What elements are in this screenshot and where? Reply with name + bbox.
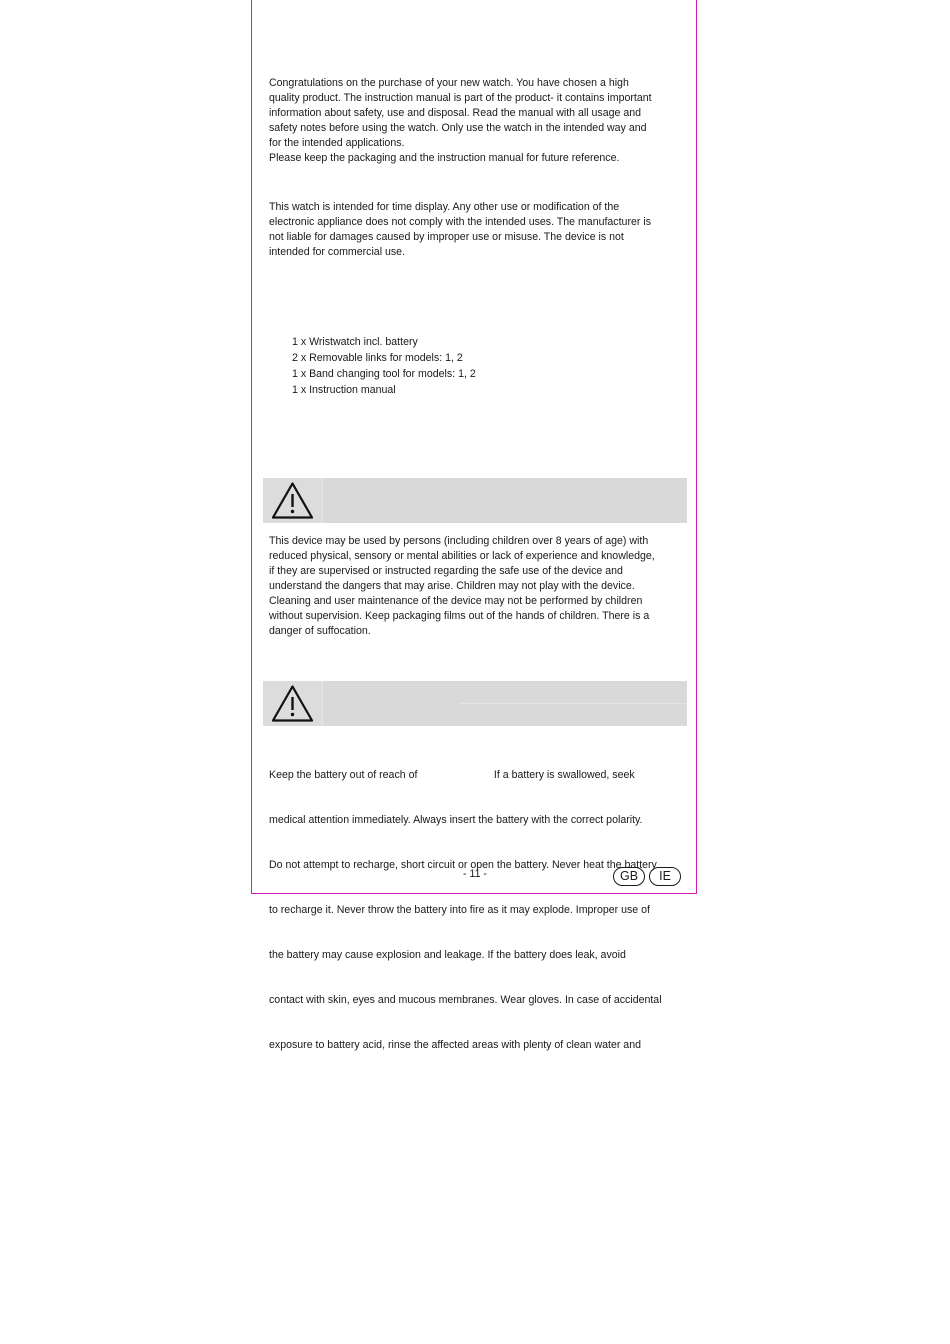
text-line: information about safety, use and disposal. Read the manual with all usage and [269,107,641,119]
battery-safety-paragraph [269,738,684,1068]
text-line: quality product. The instruction manual is part of the product- it contains important [269,92,652,104]
text-line: to recharge it. Never throw the battery into fire as it may explode. Improper use of [269,904,650,916]
warning-heading-box [263,478,687,523]
text-line: This watch is intended for time display. Any other use or modification of the [269,201,620,213]
scope-of-delivery-list [292,334,476,398]
text-line: Keep the battery out of reach of If a battery is swallowed, seek [269,769,635,781]
text-line: electronic appliance does not comply with the intended uses. The manufacturer is [269,216,651,228]
text-line: contact with skin, eyes and mucous membranes. Wear gloves. In case of accidental [269,994,662,1006]
text-line: This device may be used by persons (including children over 8 years of age) with [269,535,649,547]
text-line: Please keep the packaging and the instruction manual for future reference. [269,152,620,164]
text-line: Do not attempt to recharge, short circuit or open the battery. Never heat the battery [269,859,657,871]
page-number: - 11 - [463,868,487,880]
warning-icon-cell [263,681,323,726]
text-line: understand the dangers that may arise. Children may not play with the device. [269,580,635,592]
list-item: 1 x Band changing tool for models: 1, 2 [292,368,476,380]
text-line: the battery may cause explosion and leakage. If the battery does leak, avoid [269,949,626,961]
list-item: 1 x Wristwatch incl. battery [292,336,418,348]
warning-triangle-icon [271,481,314,520]
introduction-paragraph [269,76,684,166]
warning-triangle-icon [271,684,314,723]
text-line: if they are supervised or instructed regarding the safe use of the device and [269,565,623,577]
text-line: danger of suffocation. [269,625,371,637]
text-line: intended for commercial use. [269,246,406,258]
country-badge-ie: IE [649,867,681,886]
text-line: reduced physical, sensory or mental abilities or lack of experience and knowledge, [269,550,655,562]
text-line: for the intended applications. [269,137,405,149]
text-line: not liable for damages caused by improper use or misuse. The device is not [269,231,624,243]
list-item: 1 x Instruction manual [292,384,396,396]
text-line: Cleaning and user maintenance of the device may not be performed by children [269,595,643,607]
list-item: 2 x Removable links for models: 1, 2 [292,352,463,364]
intended-use-paragraph [269,200,684,260]
text-line: without supervision. Keep packaging films out of the hands of children. There is a [269,610,650,622]
text-line: medical attention immediately. Always insert the battery with the correct polarity. [269,814,643,826]
text-line: safety notes before using the watch. Only use the watch in the intended way and [269,122,647,134]
country-badge-gb: GB [613,867,645,886]
text-line: Congratulations on the purchase of your new watch. You have chosen a high [269,77,629,89]
warning-icon-cell [263,478,323,523]
divider [459,703,687,704]
warning-heading-box [263,681,687,726]
text-line: exposure to battery acid, rinse the affected areas with plenty of clean water and [269,1039,641,1051]
children-safety-paragraph [269,534,684,639]
